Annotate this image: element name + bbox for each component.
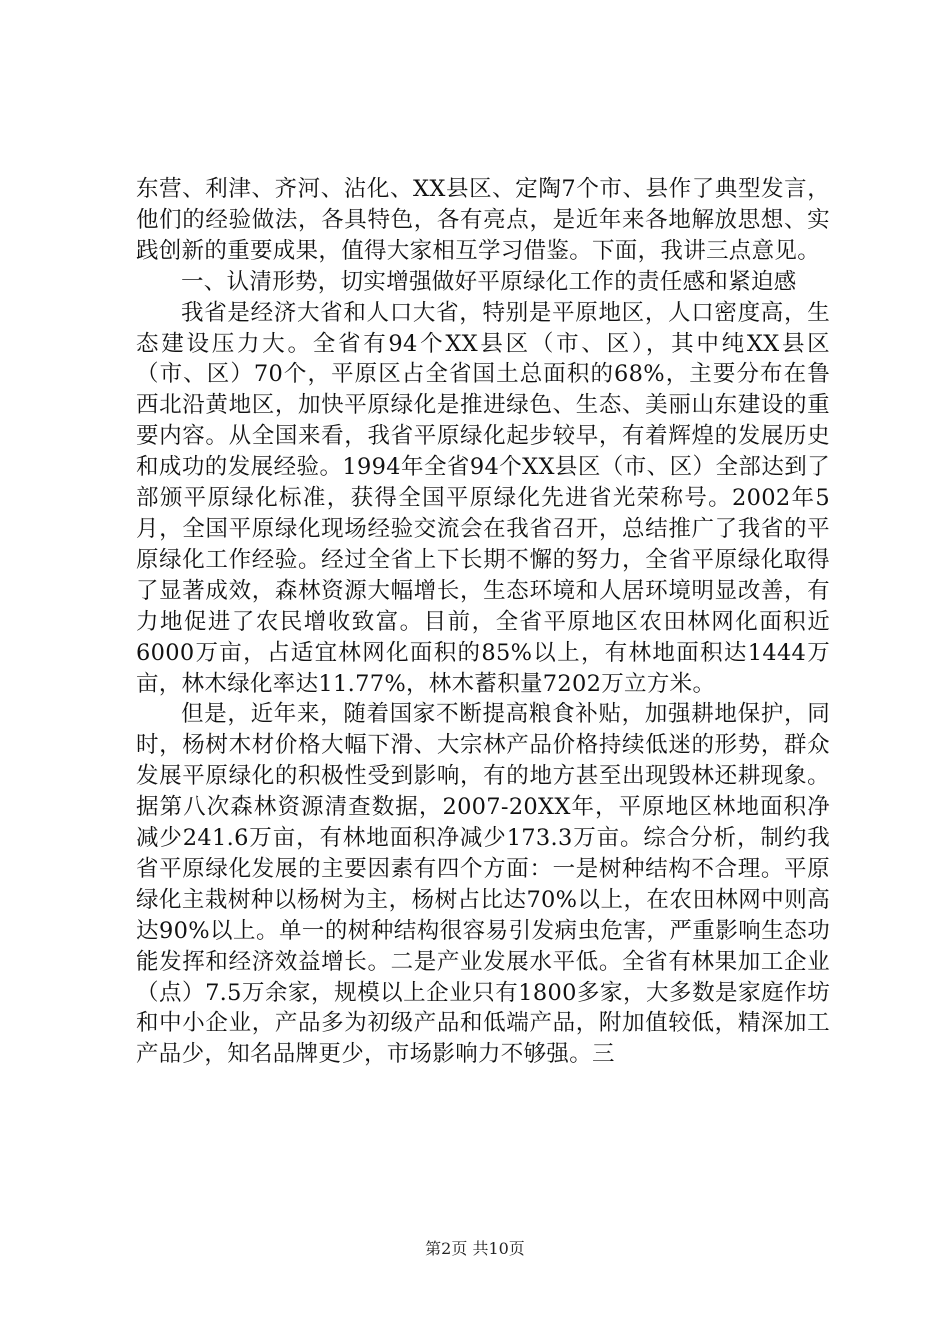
page-number-footer: 第2页 共10页 xyxy=(425,1239,525,1258)
section-heading: 一、认清形势，切实增强做好平原绿化工作的责任感和紧迫感 xyxy=(181,268,797,295)
paragraph-continuation: 东营、利津、齐河、沾化、XX县区、定陶7个市、县作了典型发言，他们的经验做法，各具特色，各有亮点，是近年来各地解放思想、实践创新的重要成果，值得大家相互学习借鉴。下面，我讲三点意见。 xyxy=(136,176,830,264)
document-body xyxy=(136,174,830,1070)
paragraph-body: 但是，近年来，随着国家不断提高粮食补贴，加强耕地保护，同时，杨树木材价格大幅下滑、大宗林产品价格持续低迷的形势，群众发展平原绿化的积极性受到影响，有的地方甚至出现毁林还耕现象。据第八次森林资源清查数据，2007-20XX年，平原地区林地面积净减少241.6万亩，有林地面积净减少173.3万亩。综合分析，制约我省平原绿化发展的主要因素有四个方面：一是树种结构不合理。平原绿化主栽树种以杨树为主，杨树占比达70%以上，在农田林网中则高达90%以上。单一的树种结构很容易引发病虫危害，严重影响生态功能发挥和经济效益增长。二是产业发展水平低。全省有林果加工企业（点）7.5万余家，规模以上企业只有1800多家，大多数是家庭作坊和中小企业，产品多为初级产品和低端产品，附加值较低，精深加工产品少，知名品牌更少，市场影响力不够强。三 xyxy=(136,701,830,1068)
paragraph-body: 我省是经济大省和人口大省，特别是平原地区，人口密度高，生态建设压力大。全省有94个XX县区（市、区），其中纯XX县区（市、区）70个，平原区占全省国土总面积的68%，主要分布在鲁西北沿黄地区，加快平原绿化是推进绿色、生态、美丽山东建设的重要内容。从全国来看，我省平原绿化起步较早，有着辉煌的发展历史和成功的发展经验。1994年全省94个XX县区（市、区）全部达到了部颁平原绿化标准，获得全国平原绿化先进省光荣称号。2002年5月，全国平原绿化现场经验交流会在我省召开，总结推广了我省的平原绿化工作经验。经过全省上下长期不懈的努力，全省平原绿化取得了显著成效，森林资源大幅增长，生态环境和人居环境明显改善，有力地促进了农民增收致富。目前，全省平原地区农田林网化面积近6000万亩，占适宜林网化面积的85%以上，有林地面积达1444万亩，林木绿化率达11.77%，林木蓄积量7202万立方米。 xyxy=(136,299,830,697)
